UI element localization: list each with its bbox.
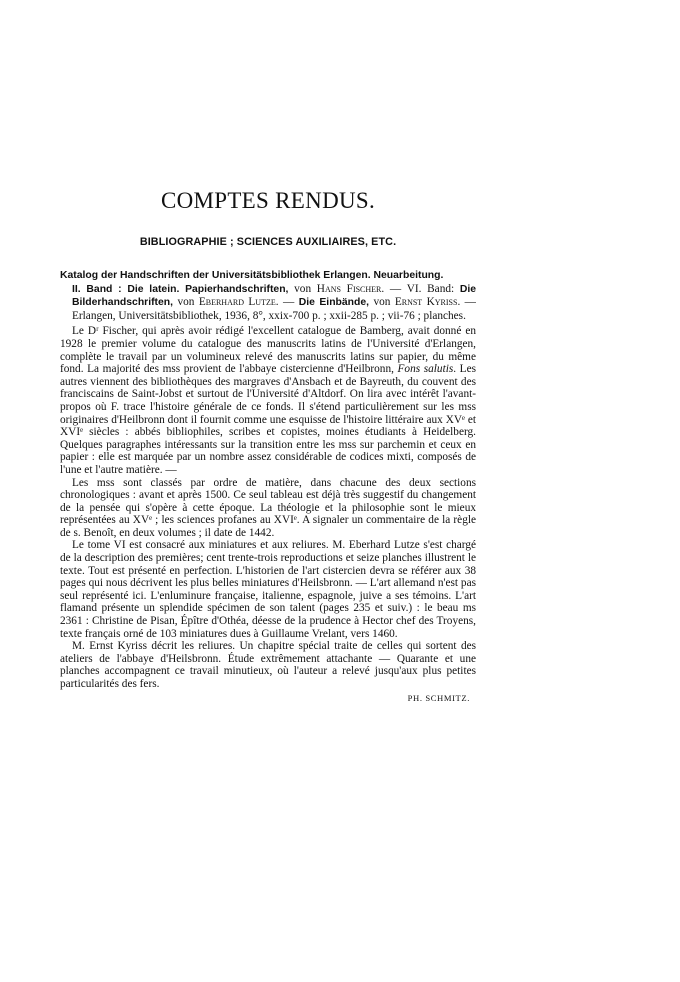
section-subtitle: BIBLIOGRAPHIE ; SCIENCES AUXILIAIRES, ETC. (139, 236, 397, 248)
publication-details: . — Erlangen, Universitätsbibliothek, 1936, 8°, xxix-700 p. ; xxii-285 p. ; vii-76 ; planches. (72, 296, 476, 322)
author-fischer: Hans Fischer (316, 282, 382, 295)
paragraph-2: Les mss sont classés par ordre de matière, dans chacune des deux sections chronologiques : avant et après 1500. Ce seul tableau est déjà très suggestif du changement de la pensée qui s'opère à cette époque. La théologie et la philosophie sont le mieux représentées au XVᵉ ; les sciences profanes au XVIᵉ. A signaler un commentaire de la règle de s. Benoît, en deux volumes ; il date de 1442. (60, 476, 476, 539)
bindings-title: Die Einbände, (298, 297, 370, 309)
catalog-title: Katalog der Handschriften der Universitätsbibliothek Erlangen. Neuarbeitung. (60, 270, 444, 281)
paragraph-4: M. Ernst Kyriss décrit les reliures. Un chapitre spécial traite de celles qui sortent des ateliers de l'abbaye d'Heilsbronn. Étude extrêmement attachante — Quarante et une planches accompagnent ce travail minutieux, où l'auteur a relevé jusqu'aux plus petites particularités des fers. (60, 640, 476, 690)
volume-2-title: II. Band : Die latein. Papierhandschriften, (72, 283, 289, 295)
author-signature: PH. SCHMITZ. (407, 692, 470, 703)
paragraph-1: Le Dʳ Fischer, qui après avoir rédigé l'excellent catalogue de Bamberg, avait donné en 1928 le premier volume du catalogue des manuscrits latins de l'Université d'Erlangen, complète le travail par un volumineux relevé des manuscrits latins sur papier, du même fond. La majorité des mss provient de l'abbaye cistercienne d'Heilbronn, Fons salutis. Les autres viennent des bibliothèques des margraves d'Ansbach et de Bayreuth, du couvent des franciscains de Saint-Jobst et surtout de l'Université d'Altdorf. On lira avec intérêt l'avant-propos où F. trace l'histoire générale de ce fonds. Il s'étend particulièrement sur les mss originaires d'Heilbronn dont il fournit comme une esquisse de l'histoire littéraire aux XVᵉ et XVIᵉ siècles : abbés bibliophiles, scribes et copistes, moines étudiants à Heidelberg. Quelques paragraphes intéressants sur la transition entre les mss sur parchemin et ceux en papier : elle est marquée par un nombre assez considérable de codices mixti, composés de l'une et l'autre matière. — (60, 325, 476, 476)
fons-salutis-italic: Fons salutis (397, 363, 454, 376)
review-page (60, 188, 476, 703)
volume-6-title: Die Bilderhandschriften, (72, 283, 476, 309)
bibliographic-reference: Katalog der Handschriften der Universitätsbibliothek Erlangen. Neuarbeitung. II. Band : Die latein. Papierhandschriften, von Hans Fischer. — VI. Band: Die Bilderhandschriften, von Eberhard Lutze. — Die Einbände, von Ernst Kyriss. — Erlangen, Universitätsbibliothek, 1936, 8°, xxix-700 p. ; xxii-285 p. ; vii-76 ; planches. (60, 270, 476, 322)
author-lutze: Eberhard Lutze (198, 296, 276, 309)
page-title: COMPTES RENDUS. (160, 188, 376, 213)
author-kyriss: Ernst Kyriss (394, 296, 458, 309)
paragraph-3: Le tome VI est consacré aux miniatures et aux reliures. M. Eberhard Lutze s'est chargé de la description des premières; cent trente-trois reproductions et seize planches illustrent le texte. Tout est présenté en perfection. L'historien de l'art cistercien devra se référer aux 38 pages qui nous décrivent les plus belles miniatures d'Heilsbronn. — L'art allemand n'est pas seul représenté ici. L'enluminure française, italienne, espagnole, juive a ses témoins. L'art flamand présente un splendide spécimen de son talent (pages 235 et suiv.) : le beau ms 2361 : Christine de Pisan, Épître d'Othéa, déesse de la prudence à Hector chef des Troyens, texte français orné de 103 miniatures dues à Guillaume Vrelant, vers 1460. (60, 539, 476, 640)
